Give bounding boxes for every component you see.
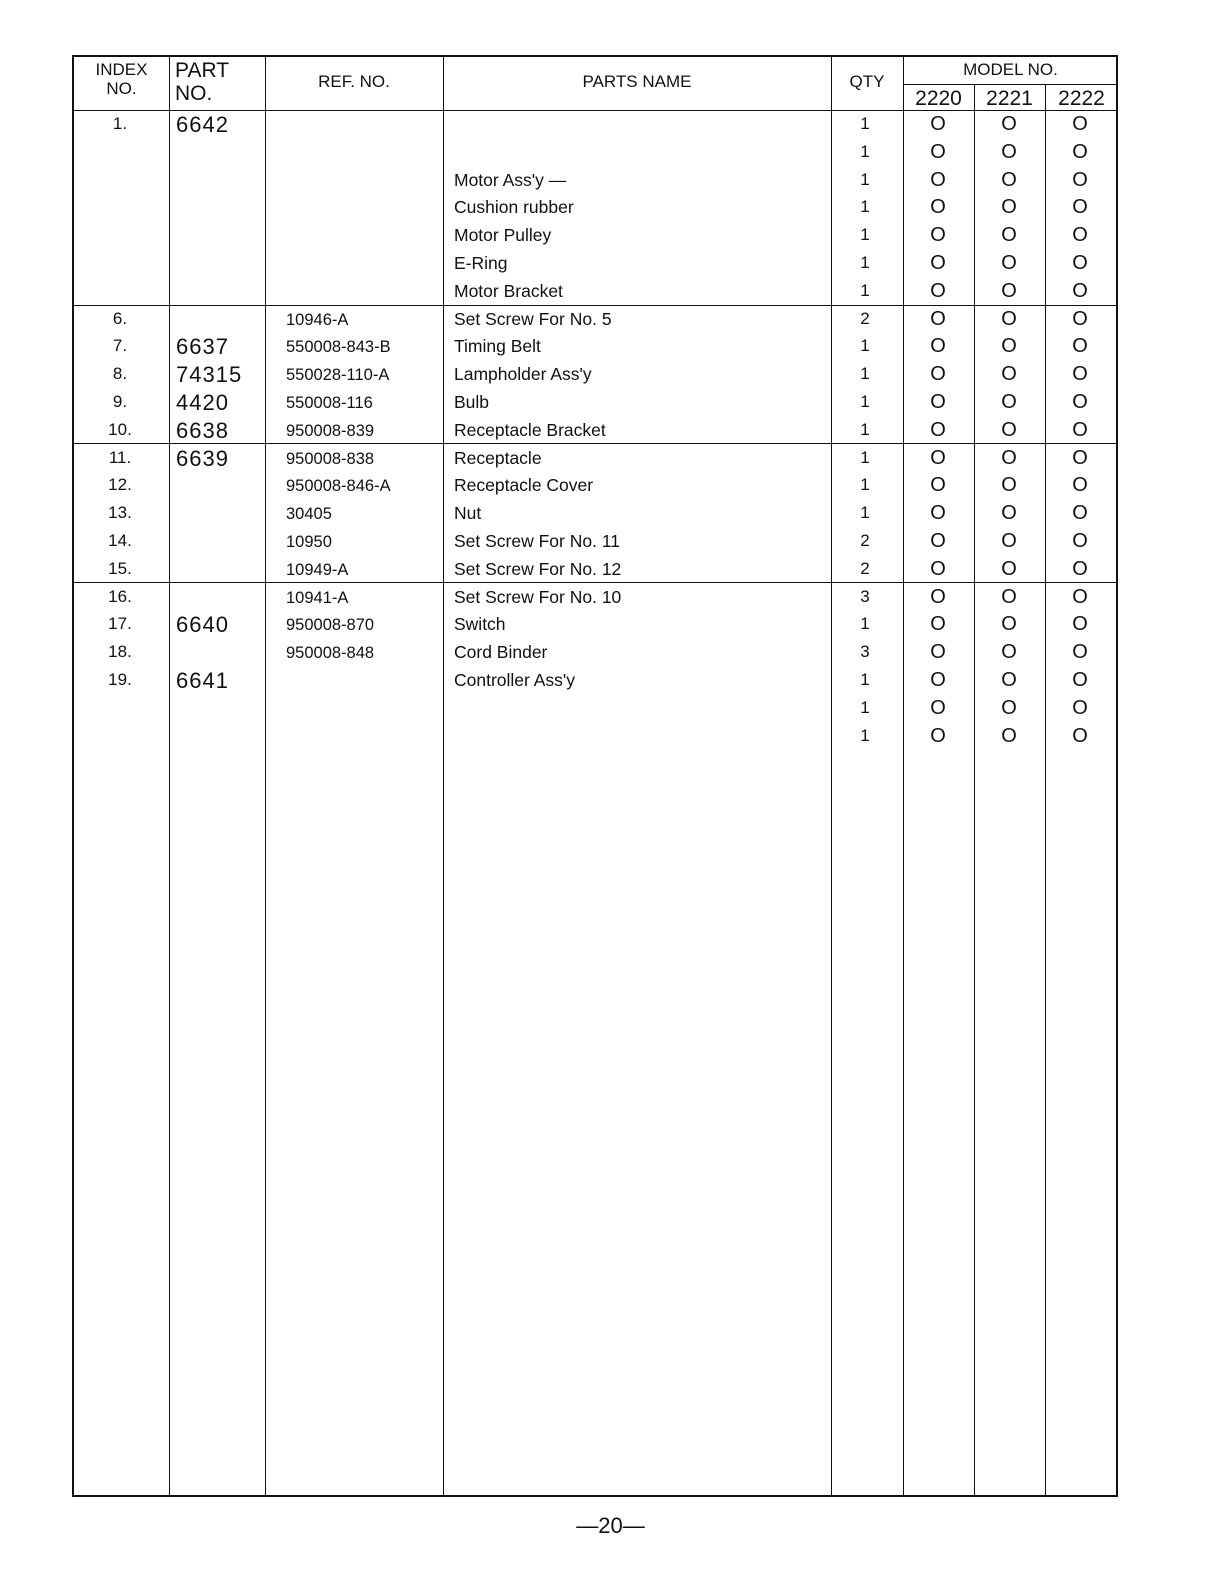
model-2221-mark: O <box>1001 391 1017 413</box>
model-2221-mark: O <box>1001 113 1017 135</box>
model-2220-mark: O <box>930 613 946 636</box>
parts-table <box>72 55 1118 1497</box>
parts-name-cell: Cushion rubber <box>454 197 574 218</box>
index-no-cell <box>74 694 166 722</box>
model-2222-mark: O <box>1072 613 1088 636</box>
part-no-cell: 6642 <box>176 112 229 137</box>
model-2222-mark: O <box>1072 307 1088 330</box>
parts-name-cell: E-Ring <box>454 253 508 273</box>
qty-cell: 1 <box>860 447 870 467</box>
header-model-no-text: MODEL NO. <box>963 60 1058 79</box>
model-2221-mark: O <box>1001 474 1017 497</box>
model-2222-mark: O <box>1072 252 1088 274</box>
model-2221-mark: O <box>1001 641 1017 664</box>
model-2220-mark: O <box>930 696 946 719</box>
model-2220-mark: O <box>930 724 946 747</box>
model-2222-mark: O <box>1072 557 1088 580</box>
parts-name-cell: Set Screw For No. 10 <box>454 586 622 607</box>
parts-name-cell: Cord Binder <box>454 642 548 663</box>
part-no-cell: 6640 <box>176 612 229 638</box>
part-no-cell: 4420 <box>176 390 229 415</box>
ref-no-cell: 10941-A <box>286 588 349 607</box>
model-2221-mark: O <box>1001 696 1017 719</box>
parts-name-cell: Set Screw For No. 11 <box>454 531 620 551</box>
model-2221-mark: O <box>1001 530 1017 552</box>
col-divider <box>265 57 266 1495</box>
model-2220-mark: O <box>930 391 946 413</box>
header-ref-no-text: REF. NO. <box>318 72 390 91</box>
ref-no-cell: 950008-848 <box>286 644 375 663</box>
model-2220-mark: O <box>930 363 946 386</box>
index-no-cell <box>74 249 166 277</box>
qty-cell: 1 <box>860 336 870 356</box>
header-part-no-text: PART NO. <box>175 59 229 106</box>
index-no-cell: 7. <box>112 336 128 356</box>
qty-cell: 1 <box>860 253 870 272</box>
col-divider <box>169 57 170 1495</box>
ref-no-cell: 10950 <box>286 533 332 551</box>
qty-cell: 1 <box>860 197 870 217</box>
header-index-no-text: INDEX NO. <box>95 60 148 98</box>
model-2221-mark: O <box>1001 557 1017 580</box>
model-2222-mark: O <box>1072 724 1088 747</box>
model-2221-mark: O <box>1001 418 1017 441</box>
model-2220-mark: O <box>930 502 946 525</box>
index-no-cell <box>74 138 166 166</box>
qty-cell: 1 <box>860 141 870 161</box>
qty-cell: 1 <box>860 503 870 523</box>
model-2220-mark: O <box>930 113 946 135</box>
index-no-cell: 10. <box>108 419 132 439</box>
index-no-cell: 14. <box>108 531 132 550</box>
ref-no-cell: 30405 <box>286 505 332 524</box>
parts-name-cell: Set Screw For No. 5 <box>454 308 612 329</box>
parts-name-cell: Motor Bracket <box>454 280 563 301</box>
ref-no-cell: 950008-839 <box>286 421 375 440</box>
parts-name-cell: Bulb <box>454 392 490 412</box>
qty-cell: 1 <box>860 392 870 411</box>
model-2220-mark: O <box>930 279 946 302</box>
qty-cell: 3 <box>860 586 870 606</box>
parts-name-cell: Controller Ass'y <box>454 670 576 690</box>
index-no-cell <box>74 221 166 249</box>
qty-cell: 1 <box>860 725 870 745</box>
qty-cell: 1 <box>860 280 870 300</box>
index-no-cell: 16. <box>108 586 132 606</box>
header-model-2221-text: 2221 <box>986 87 1033 110</box>
part-no-cell: 6638 <box>176 417 229 443</box>
parts-name-cell: Motor Pulley <box>454 225 552 246</box>
model-2221-mark: O <box>1001 585 1017 608</box>
model-2221-mark: O <box>1001 252 1017 274</box>
model-2222-mark: O <box>1072 279 1088 302</box>
col-divider <box>443 57 444 1495</box>
ref-no-cell: 950008-838 <box>286 449 375 468</box>
model-2221-mark: O <box>1001 502 1017 525</box>
model-2220-mark: O <box>930 196 946 219</box>
parts-name-cell: Motor Ass'y — <box>454 169 567 190</box>
header-parts-name <box>443 73 831 92</box>
model-2222-mark: O <box>1072 113 1088 135</box>
qty-cell: 1 <box>860 419 870 439</box>
model-2220-mark: O <box>930 252 946 274</box>
model-2221-mark: O <box>1001 724 1017 747</box>
model-2222-mark: O <box>1072 335 1088 358</box>
model-2222-mark: O <box>1072 530 1088 552</box>
page-number: —20— <box>576 1513 645 1538</box>
header-part-no <box>175 59 245 105</box>
model-2222-mark: O <box>1072 502 1088 525</box>
model-2221-mark: O <box>1001 669 1017 691</box>
ref-no-cell: 10949-A <box>286 560 349 579</box>
model-2222-mark: O <box>1072 446 1088 469</box>
model-2221-mark: O <box>1001 363 1017 386</box>
qty-cell: 1 <box>860 614 870 634</box>
parts-name-cell: Set Screw For No. 12 <box>454 558 622 579</box>
qty-cell: 1 <box>860 697 870 717</box>
qty-cell: 2 <box>860 308 870 328</box>
model-2220-mark: O <box>930 530 946 552</box>
model-2220-mark: O <box>930 307 946 330</box>
header-parts-name-text: PARTS NAME <box>582 72 692 91</box>
model-2221-mark: O <box>1001 307 1017 330</box>
index-no-cell: 19. <box>108 670 132 689</box>
model-2221-mark: O <box>1001 196 1017 219</box>
header-qty <box>831 73 903 92</box>
ref-no-cell: 550008-116 <box>286 394 373 412</box>
parts-name-cell: Nut <box>454 503 482 524</box>
model-2220-mark: O <box>930 224 946 247</box>
index-no-cell <box>74 277 166 305</box>
model-2222-mark: O <box>1072 363 1088 386</box>
model-2222-mark: O <box>1072 641 1088 664</box>
model-2220-mark: O <box>930 335 946 358</box>
model-2222-mark: O <box>1072 669 1088 691</box>
model-2222-mark: O <box>1072 418 1088 441</box>
index-no-cell: 13. <box>108 503 132 523</box>
header-index-no <box>74 61 169 98</box>
model-2220-mark: O <box>930 140 946 163</box>
header-model-no <box>903 61 1118 80</box>
model-2222-mark: O <box>1072 585 1088 608</box>
qty-cell: 1 <box>860 114 870 133</box>
ref-no-cell: 950008-846-A <box>286 477 391 496</box>
part-no-cell: 6641 <box>176 668 229 693</box>
model-2221-mark: O <box>1001 446 1017 469</box>
model-2222-mark: O <box>1072 224 1088 247</box>
header-model-2221 <box>974 87 1045 110</box>
header-model-2220-text: 2220 <box>915 87 962 110</box>
header-model-2220 <box>903 87 974 110</box>
qty-cell: 3 <box>860 642 870 662</box>
model-2220-mark: O <box>930 168 946 191</box>
ref-no-cell: 550008-843-B <box>286 338 391 357</box>
parts-name-cell: Receptacle Bracket <box>454 419 606 440</box>
header-model-2222 <box>1045 87 1118 110</box>
qty-cell: 2 <box>860 558 870 578</box>
index-no-cell: 18. <box>108 642 132 662</box>
index-no-cell: 17. <box>108 614 132 634</box>
parts-name-cell: Lampholder Ass'y <box>454 364 592 385</box>
index-no-cell: 9. <box>112 392 128 411</box>
index-no-cell: 11. <box>108 447 132 467</box>
model-2222-mark: O <box>1072 140 1088 163</box>
header-qty-text: QTY <box>849 72 885 91</box>
model-2221-mark: O <box>1001 224 1017 247</box>
header-ref-no <box>265 73 443 92</box>
index-no-cell <box>74 166 166 194</box>
model-header-divider <box>903 84 1116 85</box>
model-2220-mark: O <box>930 446 946 469</box>
model-2221-mark: O <box>1001 335 1017 358</box>
model-2220-mark: O <box>930 669 946 691</box>
model-2221-mark: O <box>1001 140 1017 163</box>
parts-name-cell: Timing Belt <box>454 336 541 357</box>
model-2220-mark: O <box>930 557 946 580</box>
model-2222-mark: O <box>1072 696 1088 719</box>
index-no-cell: 6. <box>112 308 128 328</box>
qty-cell: 1 <box>860 475 870 495</box>
model-2221-mark: O <box>1001 279 1017 302</box>
parts-name-cell: Receptacle <box>454 447 542 468</box>
parts-name-cell: Receptacle Cover <box>454 475 594 496</box>
model-2221-mark: O <box>1001 168 1017 191</box>
qty-cell: 1 <box>860 225 870 245</box>
index-no-cell: 8. <box>112 364 128 384</box>
model-2222-mark: O <box>1072 168 1088 191</box>
header-model-2222-text: 2222 <box>1058 87 1105 110</box>
model-2220-mark: O <box>930 474 946 497</box>
model-2222-mark: O <box>1072 196 1088 219</box>
ref-no-cell: 10946-A <box>286 310 349 329</box>
part-no-cell: 6639 <box>176 445 229 471</box>
index-no-cell: 1. <box>112 114 128 133</box>
index-no-cell: 15. <box>108 558 132 578</box>
qty-cell: 1 <box>860 169 870 189</box>
model-2221-mark: O <box>1001 613 1017 636</box>
qty-cell: 2 <box>860 531 870 550</box>
index-no-cell <box>74 193 166 221</box>
qty-cell: 1 <box>860 364 870 384</box>
qty-cell: 1 <box>860 670 870 689</box>
model-2222-mark: O <box>1072 391 1088 413</box>
ref-no-cell: 550028-110-A <box>286 366 390 385</box>
model-2220-mark: O <box>930 585 946 608</box>
ref-no-cell: 950008-870 <box>286 616 375 635</box>
model-2220-mark: O <box>930 418 946 441</box>
index-no-cell <box>74 722 166 750</box>
parts-name-cell: Switch <box>454 614 506 635</box>
model-2222-mark: O <box>1072 474 1088 497</box>
part-no-cell: 74315 <box>176 362 243 388</box>
part-no-cell: 6637 <box>176 334 229 360</box>
index-no-cell: 12. <box>108 475 132 495</box>
model-2220-mark: O <box>930 641 946 664</box>
